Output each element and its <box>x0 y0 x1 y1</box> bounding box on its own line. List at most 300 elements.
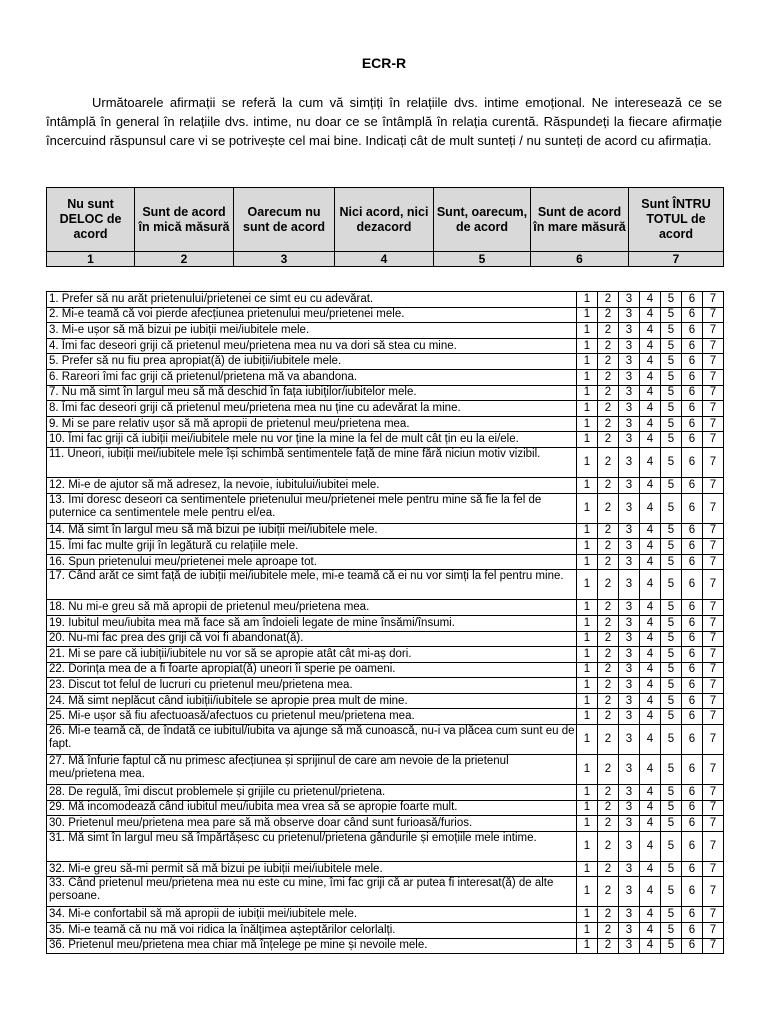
rating-option-3[interactable]: 3 <box>619 447 640 477</box>
rating-option-4[interactable]: 4 <box>640 800 661 816</box>
rating-option-2[interactable]: 2 <box>598 678 619 694</box>
rating-option-4[interactable]: 4 <box>640 570 661 600</box>
rating-option-7[interactable]: 7 <box>703 785 724 801</box>
rating-option-7[interactable]: 7 <box>703 338 724 354</box>
rating-option-1[interactable]: 1 <box>577 785 598 801</box>
item-text: Îmi fac multe griji în legătură cu relațiile mele. <box>68 539 299 552</box>
rating-option-2[interactable]: 2 <box>598 432 619 448</box>
item-text: Uneori, iubiții mei/iubitele mele își schimbă sentimentele față de mine fără niciun motiv vizibil. <box>67 447 541 460</box>
rating-option-6[interactable]: 6 <box>682 725 703 755</box>
rating-option-6[interactable]: 6 <box>682 693 703 709</box>
rating-option-4[interactable]: 4 <box>640 923 661 939</box>
rating-option-4[interactable]: 4 <box>640 907 661 923</box>
rating-option-7[interactable]: 7 <box>703 662 724 678</box>
rating-option-1[interactable]: 1 <box>577 907 598 923</box>
rating-option-2[interactable]: 2 <box>598 662 619 678</box>
rating-option-2[interactable]: 2 <box>598 923 619 939</box>
rating-option-5[interactable]: 5 <box>661 323 682 339</box>
item-number: 28. <box>49 785 65 798</box>
item-text: Prefer să nu arăt prietenului/prietenei ce simt eu cu adevărat. <box>61 292 374 305</box>
rating-option-3[interactable]: 3 <box>619 938 640 954</box>
rating-option-5[interactable]: 5 <box>661 800 682 816</box>
rating-option-1[interactable]: 1 <box>577 678 598 694</box>
rating-option-1[interactable]: 1 <box>577 307 598 323</box>
rating-option-5[interactable]: 5 <box>661 600 682 616</box>
rating-option-7[interactable]: 7 <box>703 385 724 401</box>
item-text: Mi-e de ajutor să mă adresez, la nevoie, iubitului/iubitei mele. <box>68 478 380 491</box>
rating-option-2[interactable]: 2 <box>598 877 619 907</box>
rating-option-3[interactable]: 3 <box>619 709 640 725</box>
item-text: Mi-e teamă că nu mă voi ridica la înălțimea așteptărilor celorlalți. <box>68 923 396 936</box>
item-number: 6. <box>49 370 59 383</box>
item-text: Spun prietenului meu/prietenei mele aproape tot. <box>68 555 317 568</box>
rating-option-7[interactable]: 7 <box>703 600 724 616</box>
table-row <box>47 432 724 448</box>
rating-option-3[interactable]: 3 <box>619 615 640 631</box>
rating-option-4[interactable]: 4 <box>640 785 661 801</box>
rating-option-3[interactable]: 3 <box>619 755 640 785</box>
rating-option-3[interactable]: 3 <box>619 600 640 616</box>
rating-option-7[interactable]: 7 <box>703 923 724 939</box>
item-statement <box>47 307 577 323</box>
rating-option-6[interactable]: 6 <box>682 354 703 370</box>
rating-option-2[interactable]: 2 <box>598 570 619 600</box>
rating-option-2[interactable]: 2 <box>598 369 619 385</box>
rating-option-3[interactable]: 3 <box>619 354 640 370</box>
rating-option-4[interactable]: 4 <box>640 755 661 785</box>
rating-option-4[interactable]: 4 <box>640 709 661 725</box>
rating-option-7[interactable]: 7 <box>703 647 724 663</box>
item-number: 22. <box>49 663 65 676</box>
rating-option-3[interactable]: 3 <box>619 800 640 816</box>
rating-option-7[interactable]: 7 <box>703 938 724 954</box>
item-statement <box>47 539 577 555</box>
rating-option-1[interactable]: 1 <box>577 755 598 785</box>
rating-option-1[interactable]: 1 <box>577 662 598 678</box>
rating-option-6[interactable]: 6 <box>682 907 703 923</box>
rating-option-4[interactable]: 4 <box>640 725 661 755</box>
rating-option-1[interactable]: 1 <box>577 800 598 816</box>
rating-option-5[interactable]: 5 <box>661 615 682 631</box>
rating-option-6[interactable]: 6 <box>682 416 703 432</box>
rating-option-5[interactable]: 5 <box>661 523 682 539</box>
rating-option-1[interactable]: 1 <box>577 292 598 308</box>
rating-option-3[interactable]: 3 <box>619 401 640 417</box>
rating-option-7[interactable]: 7 <box>703 861 724 877</box>
rating-option-3[interactable]: 3 <box>619 631 640 647</box>
rating-option-3[interactable]: 3 <box>619 877 640 907</box>
rating-option-4[interactable]: 4 <box>640 816 661 832</box>
rating-option-1[interactable]: 1 <box>577 416 598 432</box>
item-statement <box>47 923 577 939</box>
rating-option-3[interactable]: 3 <box>619 477 640 493</box>
rating-option-6[interactable]: 6 <box>682 831 703 861</box>
rating-option-4[interactable]: 4 <box>640 877 661 907</box>
rating-option-6[interactable]: 6 <box>682 477 703 493</box>
rating-option-5[interactable]: 5 <box>661 923 682 939</box>
rating-option-7[interactable]: 7 <box>703 877 724 907</box>
rating-option-4[interactable]: 4 <box>640 354 661 370</box>
rating-option-6[interactable]: 6 <box>682 292 703 308</box>
rating-option-2[interactable]: 2 <box>598 447 619 477</box>
rating-option-6[interactable]: 6 <box>682 385 703 401</box>
rating-option-4[interactable]: 4 <box>640 307 661 323</box>
table-row <box>47 725 724 755</box>
rating-scale-legend <box>46 187 724 267</box>
rating-option-7[interactable]: 7 <box>703 401 724 417</box>
rating-option-1[interactable]: 1 <box>577 938 598 954</box>
rating-option-5[interactable]: 5 <box>661 877 682 907</box>
rating-option-2[interactable]: 2 <box>598 861 619 877</box>
rating-option-7[interactable]: 7 <box>703 523 724 539</box>
item-statement <box>47 493 577 523</box>
item-statement <box>47 907 577 923</box>
rating-option-5[interactable]: 5 <box>661 539 682 555</box>
rating-option-5[interactable]: 5 <box>661 338 682 354</box>
rating-option-3[interactable]: 3 <box>619 338 640 354</box>
item-statement <box>47 338 577 354</box>
rating-option-3[interactable]: 3 <box>619 831 640 861</box>
rating-option-2[interactable]: 2 <box>598 907 619 923</box>
rating-option-4[interactable]: 4 <box>640 416 661 432</box>
rating-option-4[interactable]: 4 <box>640 554 661 570</box>
item-text: Nu-mi fac prea des griji că voi fi abandonat(ă). <box>68 632 304 645</box>
rating-option-4[interactable]: 4 <box>640 662 661 678</box>
rating-option-6[interactable]: 6 <box>682 523 703 539</box>
rating-option-7[interactable]: 7 <box>703 369 724 385</box>
rating-option-3[interactable]: 3 <box>619 292 640 308</box>
rating-option-2[interactable]: 2 <box>598 292 619 308</box>
rating-option-5[interactable]: 5 <box>661 662 682 678</box>
rating-option-6[interactable]: 6 <box>682 755 703 785</box>
rating-option-7[interactable]: 7 <box>703 539 724 555</box>
rating-option-2[interactable]: 2 <box>598 725 619 755</box>
rating-option-7[interactable]: 7 <box>703 447 724 477</box>
rating-option-4[interactable]: 4 <box>640 600 661 616</box>
rating-option-2[interactable]: 2 <box>598 385 619 401</box>
rating-option-5[interactable]: 5 <box>661 693 682 709</box>
rating-option-5[interactable]: 5 <box>661 447 682 477</box>
rating-option-2[interactable]: 2 <box>598 401 619 417</box>
rating-option-2[interactable]: 2 <box>598 600 619 616</box>
rating-option-7[interactable]: 7 <box>703 816 724 832</box>
rating-option-5[interactable]: 5 <box>661 369 682 385</box>
item-number: 8. <box>49 401 59 414</box>
rating-option-1[interactable]: 1 <box>577 600 598 616</box>
item-statement <box>47 647 577 663</box>
rating-option-7[interactable]: 7 <box>703 725 724 755</box>
rating-option-2[interactable]: 2 <box>598 523 619 539</box>
rating-option-6[interactable]: 6 <box>682 647 703 663</box>
rating-option-1[interactable]: 1 <box>577 923 598 939</box>
rating-option-4[interactable]: 4 <box>640 647 661 663</box>
item-text: Îmi fac griji că iubiții mei/iubitele mele nu vor ține la mine la fel de mult cât țin eu la ei/ele. <box>68 433 519 446</box>
rating-option-6[interactable]: 6 <box>682 369 703 385</box>
rating-option-1[interactable]: 1 <box>577 401 598 417</box>
rating-option-6[interactable]: 6 <box>682 877 703 907</box>
rating-option-4[interactable]: 4 <box>640 861 661 877</box>
rating-option-2[interactable]: 2 <box>598 755 619 785</box>
rating-option-6[interactable]: 6 <box>682 447 703 477</box>
rating-option-2[interactable]: 2 <box>598 647 619 663</box>
rating-option-4[interactable]: 4 <box>640 432 661 448</box>
rating-option-6[interactable]: 6 <box>682 401 703 417</box>
rating-option-4[interactable]: 4 <box>640 493 661 523</box>
item-text: Mi se pare relativ ușor să mă apropii de prietenul meu/prietena mea. <box>61 417 410 430</box>
rating-option-3[interactable]: 3 <box>619 539 640 555</box>
table-row <box>47 709 724 725</box>
table-row <box>47 923 724 939</box>
rating-option-5[interactable]: 5 <box>661 755 682 785</box>
rating-option-2[interactable]: 2 <box>598 477 619 493</box>
rating-option-7[interactable]: 7 <box>703 292 724 308</box>
rating-option-7[interactable]: 7 <box>703 631 724 647</box>
rating-option-3[interactable]: 3 <box>619 662 640 678</box>
rating-option-1[interactable]: 1 <box>577 523 598 539</box>
rating-option-3[interactable]: 3 <box>619 785 640 801</box>
item-statement <box>47 678 577 694</box>
rating-option-3[interactable]: 3 <box>619 678 640 694</box>
rating-option-2[interactable]: 2 <box>598 493 619 523</box>
rating-option-4[interactable]: 4 <box>640 678 661 694</box>
rating-option-7[interactable]: 7 <box>703 709 724 725</box>
rating-option-6[interactable]: 6 <box>682 338 703 354</box>
rating-option-7[interactable]: 7 <box>703 570 724 600</box>
rating-option-7[interactable]: 7 <box>703 755 724 785</box>
rating-option-2[interactable]: 2 <box>598 554 619 570</box>
item-number: 9. <box>49 417 59 430</box>
rating-option-6[interactable]: 6 <box>682 785 703 801</box>
scale-value-6: 6 <box>531 252 629 267</box>
rating-option-5[interactable]: 5 <box>661 631 682 647</box>
rating-option-2[interactable]: 2 <box>598 709 619 725</box>
rating-option-3[interactable]: 3 <box>619 416 640 432</box>
rating-option-3[interactable]: 3 <box>619 523 640 539</box>
rating-option-2[interactable]: 2 <box>598 307 619 323</box>
item-statement <box>47 831 577 861</box>
rating-option-6[interactable]: 6 <box>682 539 703 555</box>
rating-option-7[interactable]: 7 <box>703 800 724 816</box>
rating-option-5[interactable]: 5 <box>661 493 682 523</box>
rating-option-7[interactable]: 7 <box>703 416 724 432</box>
rating-option-3[interactable]: 3 <box>619 432 640 448</box>
rating-option-2[interactable]: 2 <box>598 785 619 801</box>
table-row <box>47 907 724 923</box>
rating-option-5[interactable]: 5 <box>661 831 682 861</box>
rating-option-1[interactable]: 1 <box>577 816 598 832</box>
table-row <box>47 292 724 308</box>
rating-option-1[interactable]: 1 <box>577 725 598 755</box>
rating-option-5[interactable]: 5 <box>661 477 682 493</box>
rating-option-1[interactable]: 1 <box>577 385 598 401</box>
rating-option-3[interactable]: 3 <box>619 725 640 755</box>
rating-option-6[interactable]: 6 <box>682 323 703 339</box>
rating-option-7[interactable]: 7 <box>703 678 724 694</box>
rating-option-6[interactable]: 6 <box>682 493 703 523</box>
rating-option-4[interactable]: 4 <box>640 292 661 308</box>
rating-option-3[interactable]: 3 <box>619 307 640 323</box>
rating-option-2[interactable]: 2 <box>598 938 619 954</box>
rating-option-7[interactable]: 7 <box>703 831 724 861</box>
rating-option-4[interactable]: 4 <box>640 539 661 555</box>
item-statement <box>47 816 577 832</box>
rating-option-3[interactable]: 3 <box>619 816 640 832</box>
rating-option-6[interactable]: 6 <box>682 662 703 678</box>
rating-option-5[interactable]: 5 <box>661 816 682 832</box>
rating-option-5[interactable]: 5 <box>661 725 682 755</box>
table-row <box>47 447 724 477</box>
rating-option-6[interactable]: 6 <box>682 800 703 816</box>
rating-option-1[interactable]: 1 <box>577 447 598 477</box>
rating-option-7[interactable]: 7 <box>703 307 724 323</box>
rating-option-4[interactable]: 4 <box>640 385 661 401</box>
scale-label-5: Sunt, oarecum, de acord <box>434 188 531 252</box>
item-statement <box>47 662 577 678</box>
rating-option-1[interactable]: 1 <box>577 477 598 493</box>
rating-option-7[interactable]: 7 <box>703 693 724 709</box>
rating-option-3[interactable]: 3 <box>619 693 640 709</box>
rating-option-4[interactable]: 4 <box>640 523 661 539</box>
rating-option-6[interactable]: 6 <box>682 938 703 954</box>
rating-option-7[interactable]: 7 <box>703 554 724 570</box>
rating-option-1[interactable]: 1 <box>577 647 598 663</box>
item-text: Prietenul meu/prietena mea chiar mă înțelege pe mine și nevoile mele. <box>68 939 428 952</box>
rating-option-2[interactable]: 2 <box>598 615 619 631</box>
rating-option-3[interactable]: 3 <box>619 570 640 600</box>
rating-option-6[interactable]: 6 <box>682 554 703 570</box>
rating-option-2[interactable]: 2 <box>598 539 619 555</box>
rating-option-3[interactable]: 3 <box>619 907 640 923</box>
rating-option-5[interactable]: 5 <box>661 385 682 401</box>
rating-option-6[interactable]: 6 <box>682 615 703 631</box>
rating-option-4[interactable]: 4 <box>640 323 661 339</box>
item-text: Mă simt neplăcut când iubiții/iubitele se apropie prea mult de mine. <box>68 694 408 707</box>
rating-option-4[interactable]: 4 <box>640 938 661 954</box>
rating-option-5[interactable]: 5 <box>661 416 682 432</box>
rating-option-3[interactable]: 3 <box>619 385 640 401</box>
rating-option-3[interactable]: 3 <box>619 493 640 523</box>
item-text: Nu mi-e greu să mă apropii de prietenul meu/prietena mea. <box>68 601 370 614</box>
rating-option-2[interactable]: 2 <box>598 323 619 339</box>
rating-option-1[interactable]: 1 <box>577 831 598 861</box>
rating-option-2[interactable]: 2 <box>598 338 619 354</box>
rating-option-6[interactable]: 6 <box>682 923 703 939</box>
rating-option-5[interactable]: 5 <box>661 678 682 694</box>
rating-option-5[interactable]: 5 <box>661 292 682 308</box>
rating-option-7[interactable]: 7 <box>703 615 724 631</box>
rating-option-3[interactable]: 3 <box>619 554 640 570</box>
rating-option-3[interactable]: 3 <box>619 323 640 339</box>
rating-option-5[interactable]: 5 <box>661 861 682 877</box>
rating-option-3[interactable]: 3 <box>619 647 640 663</box>
rating-option-5[interactable]: 5 <box>661 401 682 417</box>
item-statement <box>47 554 577 570</box>
rating-option-4[interactable]: 4 <box>640 831 661 861</box>
rating-option-1[interactable]: 1 <box>577 570 598 600</box>
rating-option-1[interactable]: 1 <box>577 338 598 354</box>
rating-option-4[interactable]: 4 <box>640 477 661 493</box>
rating-option-6[interactable]: 6 <box>682 709 703 725</box>
rating-option-2[interactable]: 2 <box>598 354 619 370</box>
rating-option-5[interactable]: 5 <box>661 570 682 600</box>
rating-option-5[interactable]: 5 <box>661 354 682 370</box>
rating-option-3[interactable]: 3 <box>619 861 640 877</box>
rating-option-5[interactable]: 5 <box>661 938 682 954</box>
rating-option-6[interactable]: 6 <box>682 307 703 323</box>
rating-option-2[interactable]: 2 <box>598 631 619 647</box>
rating-option-2[interactable]: 2 <box>598 831 619 861</box>
rating-option-1[interactable]: 1 <box>577 615 598 631</box>
rating-option-6[interactable]: 6 <box>682 432 703 448</box>
item-statement <box>47 725 577 755</box>
rating-option-5[interactable]: 5 <box>661 554 682 570</box>
rating-option-5[interactable]: 5 <box>661 432 682 448</box>
rating-option-4[interactable]: 4 <box>640 369 661 385</box>
rating-option-3[interactable]: 3 <box>619 923 640 939</box>
item-statement <box>47 354 577 370</box>
rating-option-1[interactable]: 1 <box>577 877 598 907</box>
rating-option-5[interactable]: 5 <box>661 907 682 923</box>
item-text: Mă înfurie faptul că nu primesc afecțiunea și sprijinul de care am nevoie de la prietenul meu/prietena mea. <box>49 755 509 781</box>
rating-option-1[interactable]: 1 <box>577 861 598 877</box>
rating-option-2[interactable]: 2 <box>598 416 619 432</box>
rating-option-4[interactable]: 4 <box>640 615 661 631</box>
rating-option-6[interactable]: 6 <box>682 861 703 877</box>
rating-option-5[interactable]: 5 <box>661 307 682 323</box>
rating-option-2[interactable]: 2 <box>598 816 619 832</box>
rating-option-1[interactable]: 1 <box>577 693 598 709</box>
rating-option-1[interactable]: 1 <box>577 323 598 339</box>
rating-option-1[interactable]: 1 <box>577 539 598 555</box>
item-number: 25. <box>49 710 65 723</box>
rating-option-1[interactable]: 1 <box>577 432 598 448</box>
rating-option-1[interactable]: 1 <box>577 493 598 523</box>
rating-option-7[interactable]: 7 <box>703 354 724 370</box>
rating-option-1[interactable]: 1 <box>577 631 598 647</box>
rating-option-4[interactable]: 4 <box>640 338 661 354</box>
scale-value-5: 5 <box>434 252 531 267</box>
rating-option-3[interactable]: 3 <box>619 369 640 385</box>
rating-option-7[interactable]: 7 <box>703 477 724 493</box>
rating-option-4[interactable]: 4 <box>640 693 661 709</box>
rating-option-5[interactable]: 5 <box>661 785 682 801</box>
rating-option-4[interactable]: 4 <box>640 631 661 647</box>
rating-option-7[interactable]: 7 <box>703 323 724 339</box>
rating-option-5[interactable]: 5 <box>661 647 682 663</box>
table-row <box>47 570 724 600</box>
rating-option-2[interactable]: 2 <box>598 693 619 709</box>
rating-option-1[interactable]: 1 <box>577 709 598 725</box>
rating-option-7[interactable]: 7 <box>703 432 724 448</box>
rating-option-6[interactable]: 6 <box>682 600 703 616</box>
rating-option-5[interactable]: 5 <box>661 709 682 725</box>
item-number: 7. <box>49 386 59 399</box>
rating-option-1[interactable]: 1 <box>577 354 598 370</box>
rating-option-7[interactable]: 7 <box>703 493 724 523</box>
item-statement <box>47 369 577 385</box>
rating-option-4[interactable]: 4 <box>640 401 661 417</box>
rating-option-6[interactable]: 6 <box>682 816 703 832</box>
rating-option-6[interactable]: 6 <box>682 570 703 600</box>
rating-option-4[interactable]: 4 <box>640 447 661 477</box>
item-number: 30. <box>49 817 65 830</box>
rating-option-2[interactable]: 2 <box>598 800 619 816</box>
rating-option-6[interactable]: 6 <box>682 678 703 694</box>
rating-option-1[interactable]: 1 <box>577 554 598 570</box>
rating-option-1[interactable]: 1 <box>577 369 598 385</box>
rating-option-7[interactable]: 7 <box>703 907 724 923</box>
rating-option-6[interactable]: 6 <box>682 631 703 647</box>
